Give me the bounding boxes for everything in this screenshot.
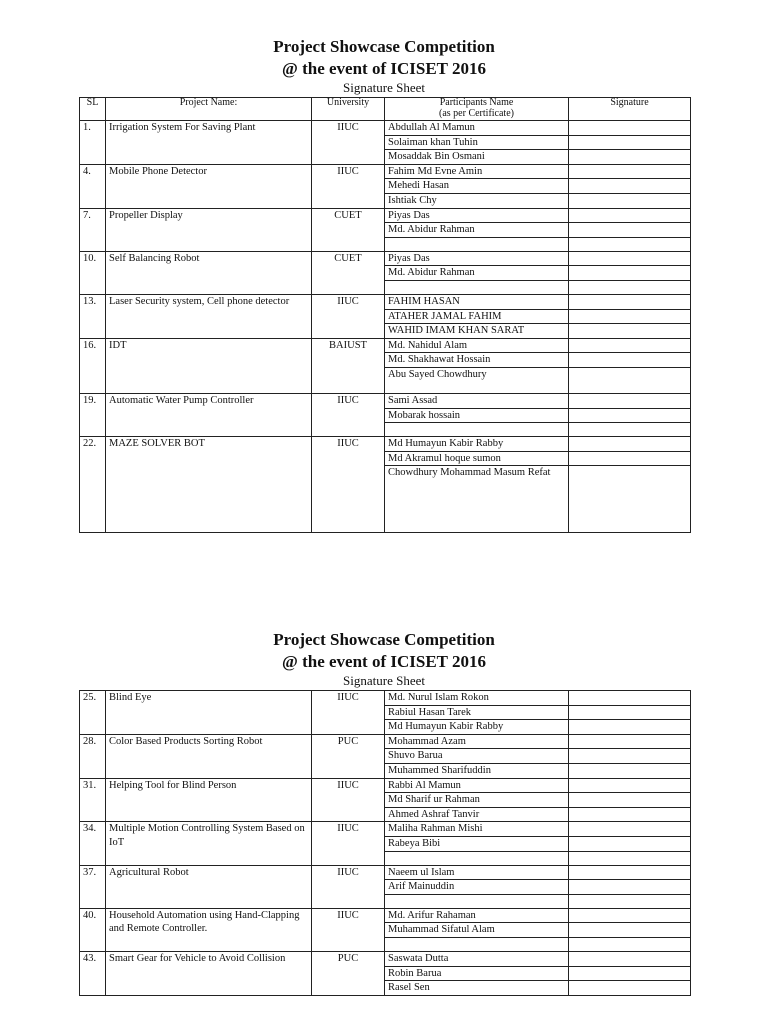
participant-name-cell (385, 280, 569, 294)
signature-field[interactable] (569, 793, 691, 808)
sl-cell: 22. (80, 437, 106, 533)
participant-name-cell: Ahmed Ashraf Tanvir (385, 807, 569, 822)
participant-name-cell: Md Humayun Kabir Rabby (385, 437, 569, 452)
participant-name-cell: Ishtiak Chy (385, 193, 569, 208)
participant-name-cell: Md. Arifur Rahaman (385, 908, 569, 923)
university-cell: BAIUST (312, 338, 385, 393)
university-cell: IIUC (312, 121, 385, 165)
university-cell: CUET (312, 251, 385, 294)
participant-name-cell: Piyas Das (385, 251, 569, 266)
participant-name-cell: Saswata Dutta (385, 951, 569, 966)
signature-field[interactable] (569, 937, 691, 951)
signature-field[interactable] (569, 353, 691, 368)
signature-field[interactable] (569, 223, 691, 238)
table-row (80, 437, 691, 452)
table-row (80, 908, 691, 923)
project-name-cell: Propeller Display (106, 208, 312, 251)
sl-cell: 43. (80, 951, 106, 995)
university-cell: PUC (312, 951, 385, 995)
university-cell: IIUC (312, 822, 385, 865)
signature-field[interactable] (569, 880, 691, 895)
project-name-cell: IDT (106, 338, 312, 393)
table-header-row (80, 98, 691, 121)
table-row (80, 734, 691, 749)
signature-field[interactable] (569, 778, 691, 793)
participant-name-cell: Abdullah Al Mamun (385, 121, 569, 136)
project-name-cell: Irrigation System For Saving Plant (106, 121, 312, 165)
signature-field[interactable] (569, 121, 691, 136)
signature-field[interactable] (569, 981, 691, 996)
header-signature: Signature (569, 98, 691, 121)
sl-cell: 10. (80, 251, 106, 294)
participant-name-cell (385, 423, 569, 437)
signature-field[interactable] (569, 763, 691, 778)
participant-name-cell: Muhammad Sifatul Alam (385, 923, 569, 938)
participant-name-cell: Rabeya Bibi (385, 836, 569, 851)
participant-name-cell (385, 894, 569, 908)
signature-field[interactable] (569, 193, 691, 208)
table-row (80, 951, 691, 966)
participant-name-cell (385, 237, 569, 251)
signature-field[interactable] (569, 324, 691, 339)
header-participants-note: (as per Certificate) (439, 107, 514, 119)
participant-name-cell: Mobarak hossain (385, 408, 569, 423)
participant-name-cell: Rasel Sen (385, 981, 569, 996)
project-name-cell: Helping Tool for Blind Person (106, 778, 312, 822)
signature-field[interactable] (569, 423, 691, 437)
sl-cell: 40. (80, 908, 106, 951)
sheet-title-line2: @ the event of ICISET 2016 (282, 652, 486, 671)
university-cell: PUC (312, 734, 385, 778)
signature-field[interactable] (569, 836, 691, 851)
sl-cell: 13. (80, 294, 106, 338)
signature-field[interactable] (569, 135, 691, 150)
project-name-cell: Agricultural Robot (106, 865, 312, 908)
participant-name-cell: Md. Nahidul Alam (385, 338, 569, 353)
signature-field[interactable] (569, 338, 691, 353)
university-cell: IIUC (312, 164, 385, 208)
sheet-2-header (0, 629, 768, 688)
signature-field[interactable] (569, 309, 691, 324)
signature-field[interactable] (569, 822, 691, 837)
project-name-cell: MAZE SOLVER BOT (106, 437, 312, 533)
participant-name-cell: Piyas Das (385, 208, 569, 223)
signature-field[interactable] (569, 894, 691, 908)
signature-table-1 (79, 97, 691, 533)
table-row (80, 393, 691, 408)
signature-field[interactable] (569, 266, 691, 281)
table-row (80, 778, 691, 793)
university-cell: IIUC (312, 437, 385, 533)
signature-field[interactable] (569, 294, 691, 309)
university-cell: IIUC (312, 691, 385, 735)
signature-field[interactable] (569, 451, 691, 466)
header-university: University (312, 98, 385, 121)
participant-name-cell: Abu Sayed Chowdhury (385, 367, 569, 393)
sl-cell: 7. (80, 208, 106, 251)
sl-cell: 1. (80, 121, 106, 165)
signature-field[interactable] (569, 951, 691, 966)
signature-field[interactable] (569, 720, 691, 735)
sl-cell: 37. (80, 865, 106, 908)
signature-field[interactable] (569, 749, 691, 764)
participant-name-cell: FAHIM HASAN (385, 294, 569, 309)
header-participants (385, 98, 569, 121)
university-cell: IIUC (312, 393, 385, 436)
participant-name-cell: Mehedi Hasan (385, 179, 569, 194)
sl-cell: 28. (80, 734, 106, 778)
signature-field[interactable] (569, 734, 691, 749)
signature-field[interactable] (569, 208, 691, 223)
participant-name-cell: Shuvo Barua (385, 749, 569, 764)
signature-field[interactable] (569, 164, 691, 179)
signature-field[interactable] (569, 807, 691, 822)
participant-name-cell: Maliha Rahman Mishi (385, 822, 569, 837)
signature-field[interactable] (569, 865, 691, 880)
project-name-cell: Household Automation using Hand-Clapping and Remote Controller. (106, 908, 312, 951)
table-row (80, 121, 691, 136)
university-cell: IIUC (312, 778, 385, 822)
header-participants-label: Participants Name (439, 97, 514, 108)
sl-cell: 16. (80, 338, 106, 393)
project-name-cell: Color Based Products Sorting Robot (106, 734, 312, 778)
signature-field[interactable] (569, 923, 691, 938)
table-row (80, 251, 691, 266)
project-name-cell: Laser Security system, Cell phone detector (106, 294, 312, 338)
signature-field[interactable] (569, 237, 691, 251)
table-row (80, 865, 691, 880)
sheet-title-line2: @ the event of ICISET 2016 (282, 59, 486, 78)
table-row (80, 208, 691, 223)
signature-field[interactable] (569, 179, 691, 194)
signature-field[interactable] (569, 691, 691, 706)
signature-field[interactable] (569, 966, 691, 981)
participant-name-cell: Muhammed Sharifuddin (385, 763, 569, 778)
participant-name-cell: Robin Barua (385, 966, 569, 981)
table-row (80, 164, 691, 179)
sheet-title-line1: Project Showcase Competition (273, 37, 495, 56)
table-row (80, 338, 691, 353)
university-cell: IIUC (312, 294, 385, 338)
university-cell: CUET (312, 208, 385, 251)
signature-field[interactable] (569, 466, 691, 533)
signature-field[interactable] (569, 150, 691, 165)
project-name-cell: Mobile Phone Detector (106, 164, 312, 208)
participant-name-cell (385, 937, 569, 951)
signature-field[interactable] (569, 408, 691, 423)
table-row (80, 822, 691, 837)
signature-table-2 (79, 690, 691, 996)
sl-cell: 31. (80, 778, 106, 822)
participant-name-cell: Arif Mainuddin (385, 880, 569, 895)
participant-name-cell: Mosaddak Bin Osmani (385, 150, 569, 165)
signature-field[interactable] (569, 908, 691, 923)
project-name-cell: Automatic Water Pump Controller (106, 393, 312, 436)
signature-field[interactable] (569, 280, 691, 294)
sheet-subtitle: Signature Sheet (343, 673, 425, 688)
participant-name-cell: Md. Shakhawat Hossain (385, 353, 569, 368)
participant-name-cell: Fahim Md Evne Amin (385, 164, 569, 179)
participant-name-cell: Chowdhury Mohammad Masum Refat (385, 466, 569, 533)
project-name-cell: Self Balancing Robot (106, 251, 312, 294)
participant-name-cell: Rabiul Hasan Tarek (385, 705, 569, 720)
university-cell: IIUC (312, 865, 385, 908)
signature-field[interactable] (569, 393, 691, 408)
header-sl: SL (80, 98, 106, 121)
participant-name-cell: WAHID IMAM KHAN SARAT (385, 324, 569, 339)
signature-field[interactable] (569, 367, 691, 393)
participant-name-cell: Sami Assad (385, 393, 569, 408)
participant-name-cell: ATAHER JAMAL FAHIM (385, 309, 569, 324)
sheet-title-line1: Project Showcase Competition (273, 630, 495, 649)
header-project-name: Project Name: (106, 98, 312, 121)
signature-field[interactable] (569, 851, 691, 865)
signature-field[interactable] (569, 705, 691, 720)
sheet-1-header (0, 36, 768, 95)
signature-field[interactable] (569, 437, 691, 452)
project-name-cell: Blind Eye (106, 691, 312, 735)
signature-field[interactable] (569, 251, 691, 266)
participant-name-cell: Md. Abidur Rahman (385, 266, 569, 281)
project-name-cell: Smart Gear for Vehicle to Avoid Collision (106, 951, 312, 995)
sheet-subtitle: Signature Sheet (343, 80, 425, 95)
participant-name-cell (385, 851, 569, 865)
sl-cell: 4. (80, 164, 106, 208)
participant-name-cell: Naeem ul Islam (385, 865, 569, 880)
sl-cell: 34. (80, 822, 106, 865)
participant-name-cell: Md Humayun Kabir Rabby (385, 720, 569, 735)
participant-name-cell: Rabbi Al Mamun (385, 778, 569, 793)
university-cell: IIUC (312, 908, 385, 951)
participant-name-cell: Md Akramul hoque sumon (385, 451, 569, 466)
participant-name-cell: Solaiman khan Tuhin (385, 135, 569, 150)
project-name-cell: Multiple Motion Controlling System Based on IoT (106, 822, 312, 865)
participant-name-cell: Md Sharif ur Rahman (385, 793, 569, 808)
sl-cell: 19. (80, 393, 106, 436)
participant-name-cell: Md. Abidur Rahman (385, 223, 569, 238)
participant-name-cell: Mohammad Azam (385, 734, 569, 749)
table-row (80, 294, 691, 309)
participant-name-cell: Md. Nurul Islam Rokon (385, 691, 569, 706)
table-row (80, 691, 691, 706)
sl-cell: 25. (80, 691, 106, 735)
